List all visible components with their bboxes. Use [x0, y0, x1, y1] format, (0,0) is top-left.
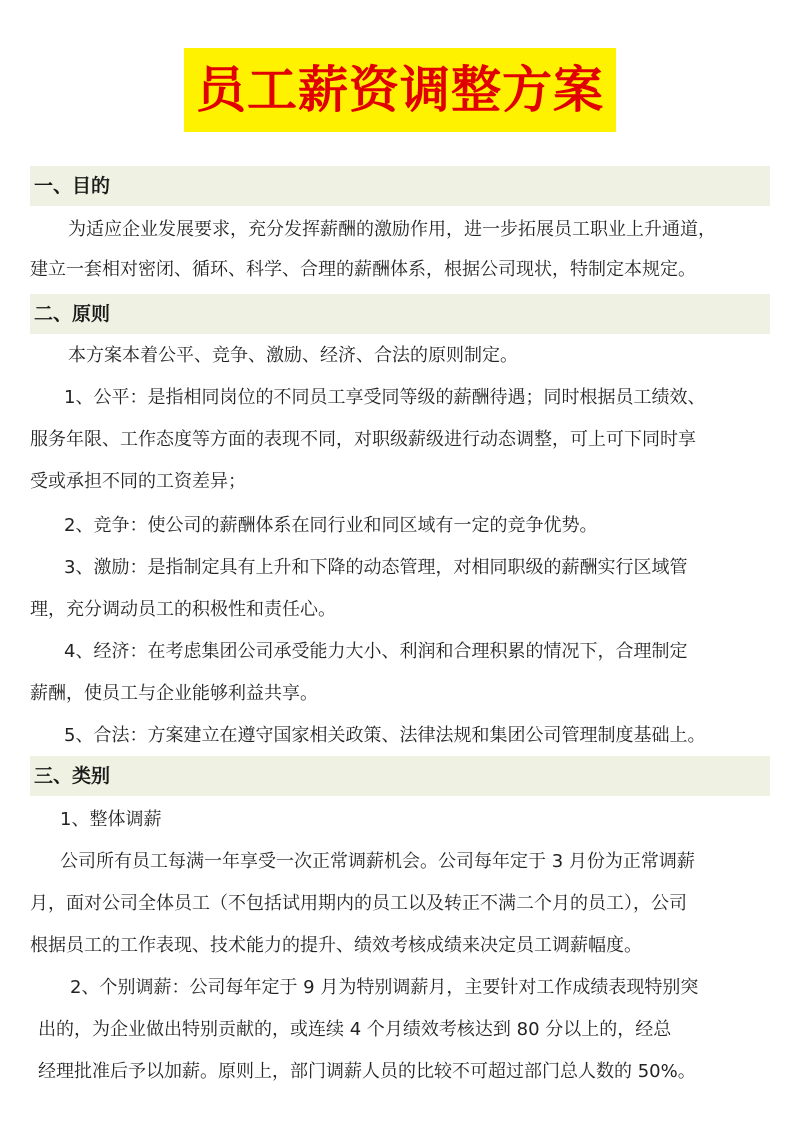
page-title: 员工薪资调整方案 — [184, 48, 616, 132]
category-individual-line-3: 经理批准后予以加薪。原则上，部门调薪人员的比较不可超过部门总人数的 50%。 — [38, 1061, 696, 1082]
category-individual-line-2: 出的，为企业做出特别贡献的，或连续 4 个月绩效考核达到 80 分以上的，经总 — [38, 1019, 672, 1040]
principle-fairness-line-1: 1、公平：是指相同岗位的不同员工享受同等级的薪酬待遇；同时根据员工绩效、 — [64, 387, 706, 408]
principle-fairness-line-2: 服务年限、工作态度等方面的表现不同，对职级薪级进行动态调整，可上可下同时享 — [30, 429, 696, 450]
section-heading-principles: 二、原则 — [30, 294, 770, 334]
principle-competition-line-1: 2、竞争：使公司的薪酬体系在同行业和同区域有一定的竞争优势。 — [64, 515, 598, 536]
principle-incentive-line-2: 理，充分调动员工的积极性和责任心。 — [30, 599, 336, 620]
principle-fairness-line-3: 受或承担不同的工资差异； — [30, 471, 246, 492]
category-overall-line-2: 月，面对公司全体员工（不包括试用期内的员工以及转正不满二个月的员工），公司 — [30, 893, 687, 914]
purpose-line-1: 为适应企业发展要求，充分发挥薪酬的激励作用，进一步拓展员工职业上升通道， — [68, 219, 716, 240]
category-overall-label: 1、整体调薪 — [60, 809, 162, 830]
title-block — [0, 48, 800, 132]
section-heading-purpose: 一、目的 — [30, 166, 770, 206]
category-individual-line-1: 2、个别调薪：公司每年定于 9 月为特别调薪月，主要针对工作成绩表现特别突 — [70, 977, 699, 998]
principle-economy-line-2: 薪酬，使员工与企业能够利益共享。 — [30, 683, 318, 704]
purpose-line-2: 建立一套相对密闭、循环、科学、合理的薪酬体系，根据公司现状，特制定本规定。 — [30, 259, 696, 280]
principle-economy-line-1: 4、经济：在考虑集团公司承受能力大小、利润和合理积累的情况下，合理制定 — [64, 641, 688, 662]
category-overall-line-1: 公司所有员工每满一年享受一次正常调薪机会。公司每年定于 3 月份为正常调薪 — [60, 851, 695, 872]
principle-incentive-line-1: 3、激励：是指制定具有上升和下降的动态管理，对相同职级的薪酬实行区域管 — [64, 557, 688, 578]
category-overall-line-3: 根据员工的工作表现、技术能力的提升、绩效考核成绩来决定员工调薪幅度。 — [30, 935, 642, 956]
principle-legality-line-1: 5、合法：方案建立在遵守国家相关政策、法律法规和集团公司管理制度基础上。 — [64, 725, 706, 746]
principles-intro: 本方案本着公平、竞争、激励、经济、合法的原则制定。 — [68, 345, 518, 366]
section-heading-categories: 三、类别 — [30, 756, 770, 796]
